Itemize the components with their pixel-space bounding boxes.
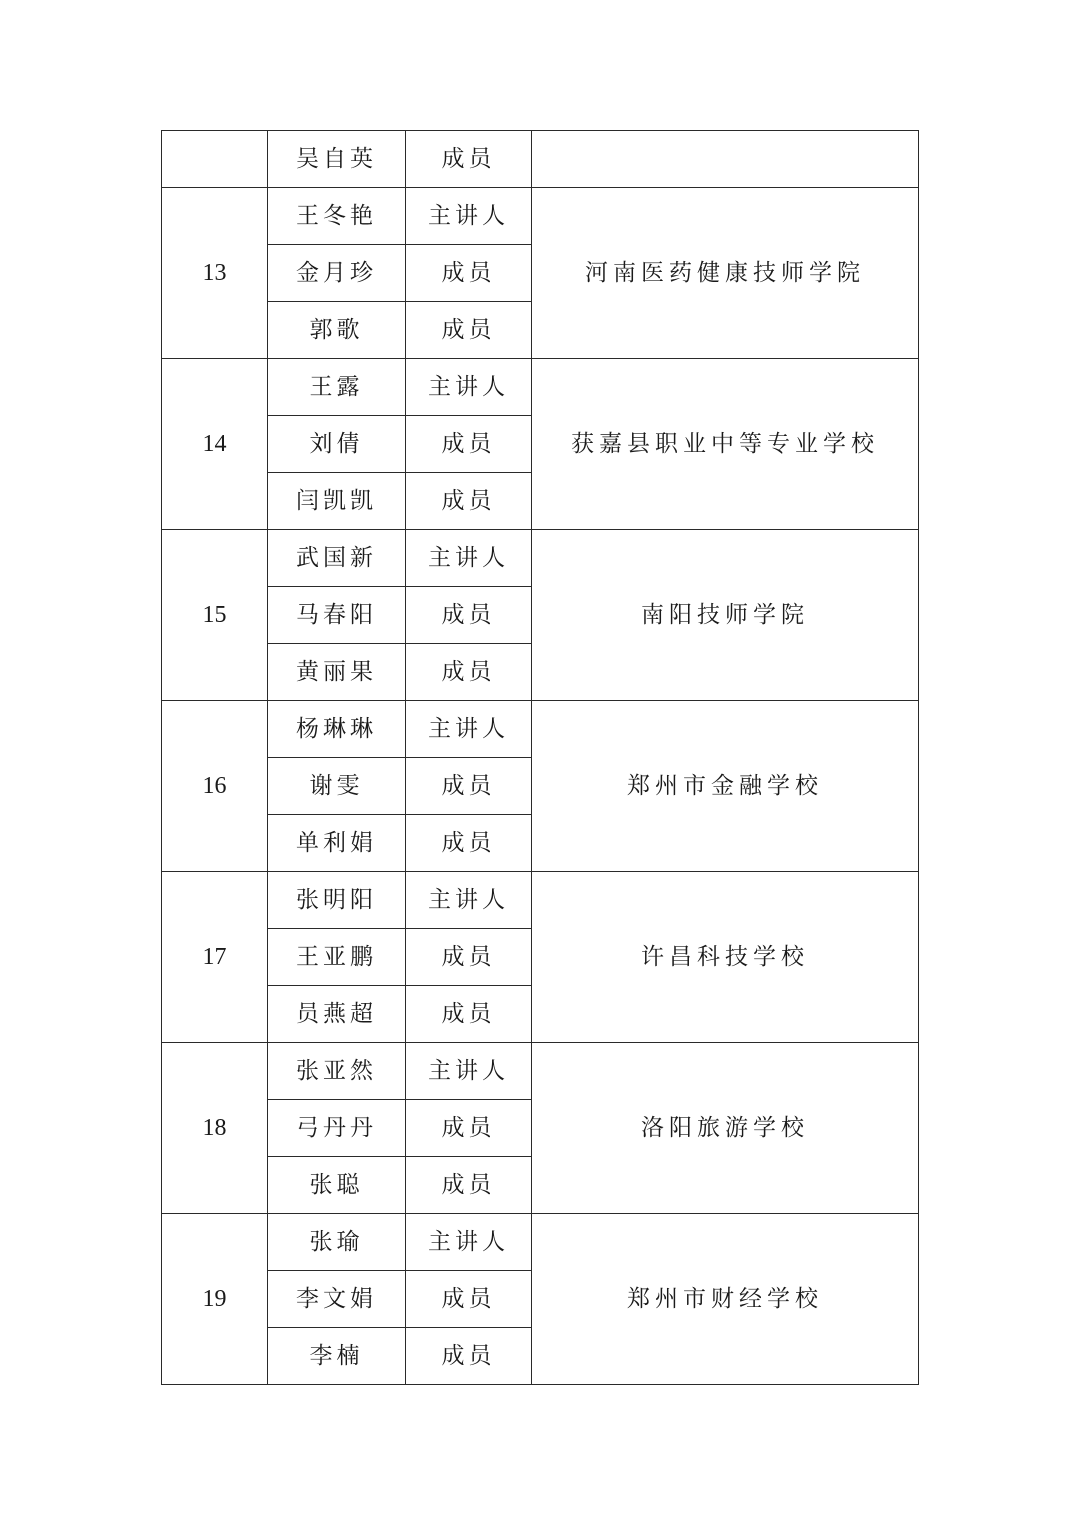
- school-cell: 许昌科技学校: [532, 872, 919, 1043]
- school-cell: 河南医药健康技师学院: [532, 188, 919, 359]
- member-name-cell: 谢雯: [268, 758, 406, 815]
- member-name-cell: 王冬艳: [268, 188, 406, 245]
- table-row: [162, 188, 919, 245]
- member-role-cell: 成员: [406, 644, 532, 701]
- member-name-cell: 李楠: [268, 1328, 406, 1385]
- member-role-cell: 成员: [406, 587, 532, 644]
- member-role-cell: 主讲人: [406, 701, 532, 758]
- member-name-cell: 单利娟: [268, 815, 406, 872]
- member-role-cell: 主讲人: [406, 530, 532, 587]
- table-row: [162, 872, 919, 929]
- group-number-cell: 17: [162, 872, 268, 1043]
- table-row: [162, 359, 919, 416]
- member-role-cell: 成员: [406, 1328, 532, 1385]
- roster-table: [161, 130, 919, 1385]
- member-role-cell: 主讲人: [406, 1214, 532, 1271]
- member-role-cell: 主讲人: [406, 188, 532, 245]
- school-cell: 洛阳旅游学校: [532, 1043, 919, 1214]
- group-number-cell: 14: [162, 359, 268, 530]
- school-cell: 获嘉县职业中等专业学校: [532, 359, 919, 530]
- roster-table-body: [162, 131, 919, 1385]
- member-role-cell: 成员: [406, 245, 532, 302]
- member-role-cell: 成员: [406, 1157, 532, 1214]
- table-row: [162, 530, 919, 587]
- school-cell: 郑州市金融学校: [532, 701, 919, 872]
- group-number-cell: 19: [162, 1214, 268, 1385]
- member-role-cell: 成员: [406, 815, 532, 872]
- member-name-cell: 杨琳琳: [268, 701, 406, 758]
- table-row: [162, 131, 919, 188]
- member-role-cell: 成员: [406, 131, 532, 188]
- table-row: [162, 1043, 919, 1100]
- member-name-cell: 张亚然: [268, 1043, 406, 1100]
- member-role-cell: 成员: [406, 986, 532, 1043]
- member-role-cell: 成员: [406, 416, 532, 473]
- member-role-cell: 成员: [406, 758, 532, 815]
- member-role-cell: 成员: [406, 302, 532, 359]
- member-name-cell: 刘倩: [268, 416, 406, 473]
- member-role-cell: 主讲人: [406, 872, 532, 929]
- member-name-cell: 张聪: [268, 1157, 406, 1214]
- group-number-cell: [162, 131, 268, 188]
- member-role-cell: 主讲人: [406, 359, 532, 416]
- member-name-cell: 黄丽果: [268, 644, 406, 701]
- member-name-cell: 员燕超: [268, 986, 406, 1043]
- member-name-cell: 金月珍: [268, 245, 406, 302]
- member-name-cell: 李文娟: [268, 1271, 406, 1328]
- member-name-cell: 王露: [268, 359, 406, 416]
- group-number-cell: 15: [162, 530, 268, 701]
- member-name-cell: 马春阳: [268, 587, 406, 644]
- member-name-cell: 张明阳: [268, 872, 406, 929]
- member-role-cell: 成员: [406, 473, 532, 530]
- member-name-cell: 武国新: [268, 530, 406, 587]
- school-cell: [532, 131, 919, 188]
- table-row: [162, 701, 919, 758]
- member-name-cell: 吴自英: [268, 131, 406, 188]
- member-name-cell: 弓丹丹: [268, 1100, 406, 1157]
- member-role-cell: 成员: [406, 1100, 532, 1157]
- member-name-cell: 闫凯凯: [268, 473, 406, 530]
- group-number-cell: 16: [162, 701, 268, 872]
- member-name-cell: 郭歌: [268, 302, 406, 359]
- school-cell: 南阳技师学院: [532, 530, 919, 701]
- member-role-cell: 成员: [406, 929, 532, 986]
- member-role-cell: 成员: [406, 1271, 532, 1328]
- member-role-cell: 主讲人: [406, 1043, 532, 1100]
- table-row: [162, 1214, 919, 1271]
- group-number-cell: 13: [162, 188, 268, 359]
- group-number-cell: 18: [162, 1043, 268, 1214]
- school-cell: 郑州市财经学校: [532, 1214, 919, 1385]
- member-name-cell: 张瑜: [268, 1214, 406, 1271]
- member-name-cell: 王亚鹏: [268, 929, 406, 986]
